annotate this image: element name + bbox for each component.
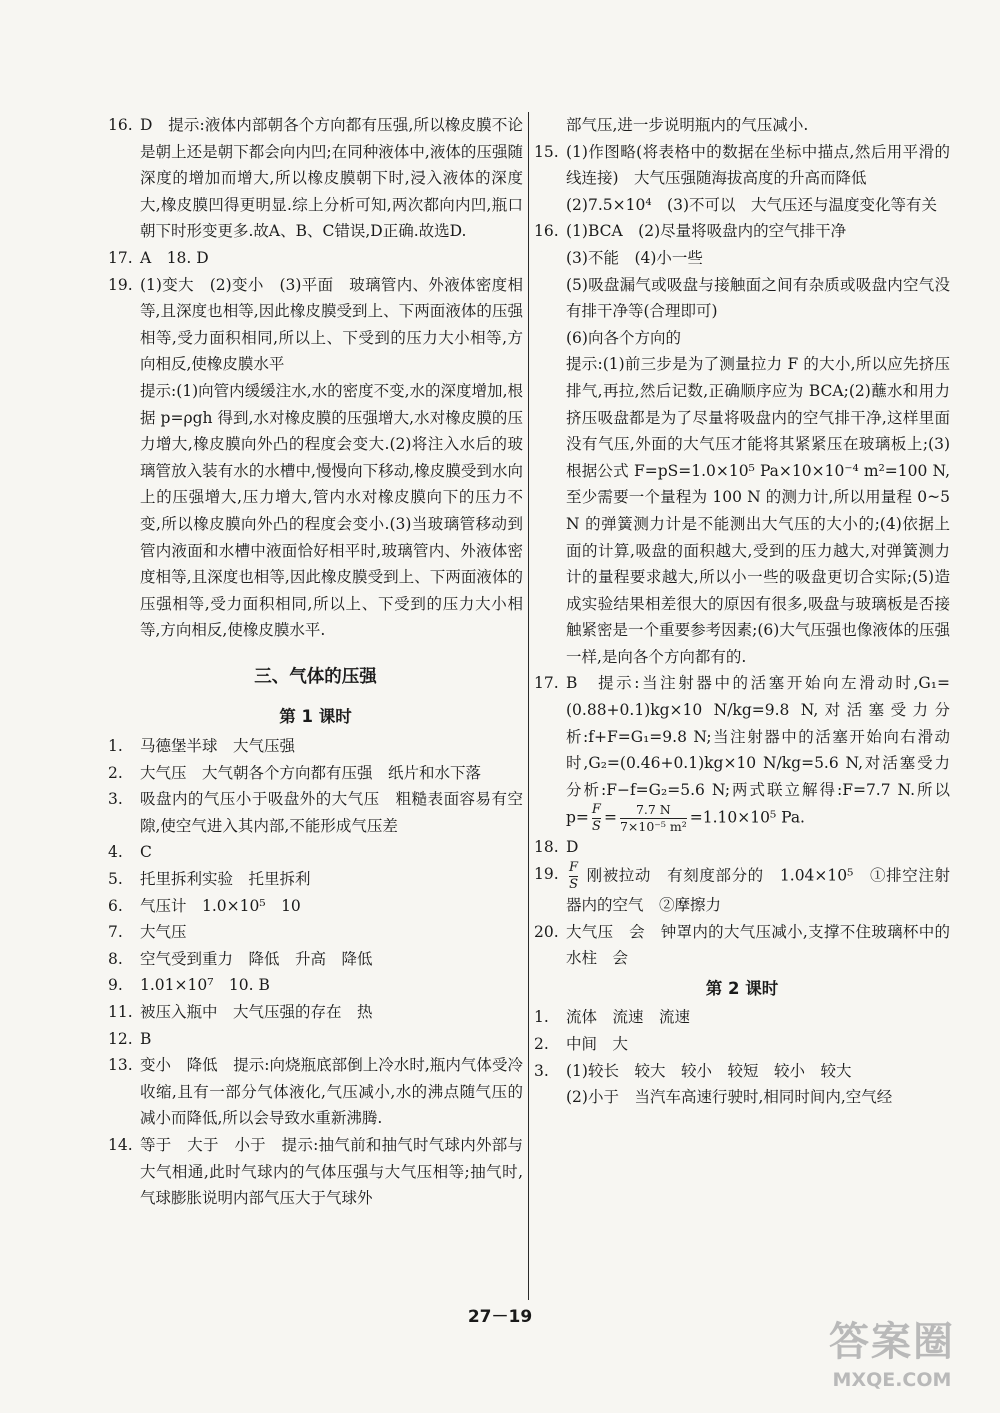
answer-line: C <box>140 843 152 862</box>
item-number: 17. <box>108 248 133 267</box>
item-body: D <box>566 838 579 857</box>
lesson-title-1: 第 1 课时 <box>279 707 352 727</box>
item-body <box>140 245 523 272</box>
item-body <box>140 866 523 893</box>
fraction-numerator: 7.7 N <box>635 802 671 818</box>
item-number: 18. <box>534 838 559 857</box>
answer-line: 提示:(1)前三步是为了测量拉力 F 的大小,所以应先挤压排气,再拉,然后记数,正确顺序应为 BCA;(2)蘸水和用力挤压吸盘都是为了尽量将吸盘内的空气排干净,这样里面没有气压,外面的大气压才能将其紧紧压在玻璃板上;(3)根据公式 F=pS=1.0×10⁵ Pa×10×10⁻⁴ m²=100 N,至少需要一个量程为 100 N 的测力计,所以用量程 0~5 N 的弹簧测力计是不能测出大气压的大小的;(4)依据上面的计算,吸盘的面积越大,受到的压力越大,对弹簧测力计的量程要求越大,所以小一些的吸盘更切合实际;(5)造成实验结果相差很大的原因有很多,吸盘与玻璃板是否接触紧密是一个重要参考因素;(6)大气压强也像液体的压强一样,是向各个方向都有的. <box>566 355 950 666</box>
answer-line: (2)7.5×10⁴ (3)不可以 大气压还与温度变化等有关 <box>566 195 937 214</box>
answer-line: (6)向各个方向的 <box>566 328 681 347</box>
item-17-tail: =1.10×10⁵ Pa. <box>689 808 805 827</box>
answer-line: (5)吸盘漏气或吸盘与接触面之间有杂质或吸盘内空气没有排干净等(合理即可) <box>566 275 950 321</box>
answer-line: 托里拆利实验 托里拆利 <box>140 870 311 889</box>
item-body <box>140 946 523 973</box>
answer-line: 等于 大于 小于 提示:抽气前和抽气时气球内外部与大气相通,此时气球内的气体压强与大气压相等;抽气时,气球膨胀说明内部气压大于气球外 <box>140 1135 523 1208</box>
item-number: 19. <box>534 865 559 884</box>
answer-item <box>108 786 523 839</box>
answer-item <box>108 866 523 893</box>
answer-item <box>108 946 523 973</box>
fraction-pressure <box>620 803 687 834</box>
item-body <box>566 139 950 219</box>
answer-line: (1)作图略(将表格中的数据在坐标中描点,然后用平滑的线连接) 大气压强随海拔高度的升高而降低 <box>566 142 950 188</box>
answer-line: 中间 大 <box>566 1035 629 1053</box>
answer-line: 吸盘内的气压小于吸盘外的大气压 粗糙表面容易有空隙,使空气进入其内部,不能形成气压差 <box>140 790 523 835</box>
item-body <box>140 972 523 999</box>
continued-text: 部气压,进一步说明瓶内的气压减小. <box>566 116 809 134</box>
item-number: 2. <box>534 1035 549 1053</box>
item-number: 17. <box>534 674 559 693</box>
answer-item <box>108 760 523 787</box>
item-number: 14. <box>108 1135 133 1154</box>
item-body <box>140 112 523 245</box>
answer-line: A 18. D <box>140 248 209 267</box>
item-body <box>140 272 523 644</box>
answer-line: B <box>140 1029 152 1048</box>
answer-line: (2)小于 当汽车高速行驶时,相同时间内,空气经 <box>566 1088 893 1107</box>
item-number: 9. <box>108 976 123 995</box>
answer-item <box>108 1052 523 1132</box>
answer-line: 大气压 <box>140 923 187 942</box>
item-number: 13. <box>108 1056 133 1075</box>
item-body <box>566 1031 950 1058</box>
item-body <box>140 1132 523 1212</box>
right-answer-list-b <box>534 1004 950 1110</box>
item-body <box>566 218 950 670</box>
answer-line: 气压计 1.0×10⁵ 10 <box>140 896 301 915</box>
fraction-denominator: S <box>569 877 578 893</box>
watermark-logo: 答案圈 <box>829 1319 955 1365</box>
item-number: 16. <box>534 222 559 241</box>
answer-item <box>108 272 523 644</box>
answer-item <box>534 218 950 670</box>
item-body <box>140 786 523 839</box>
left-answer-list-a <box>108 112 523 644</box>
watermark <box>808 1315 976 1405</box>
answer-item-19 <box>534 861 950 919</box>
item-number: 15. <box>534 142 559 161</box>
item-body <box>566 861 950 919</box>
fraction-f-over-s <box>592 803 601 834</box>
item-17-text: B 提示:当注射器中的活塞开始向左滑动时,G₁=(0.88+0.1)kg×10 N/kg=9.8 N,对活塞受力分析:f+F=G₁=9.8 N;当注射器中的活塞开始向右滑动时,G₂=(0.46+0.1)kg×10 N/kg=5.6 N,对活塞受力分析:F−f=G₂=5.6 N;两式联立解得:F=7.7 N.所以 p= <box>566 674 950 827</box>
answer-line: D 提示:液体内部朝各个方向都有压强,所以橡皮膜不论是朝上还是朝下都会向内凹;在同种液体中,液体的压强随深度的增加而增大,所以橡皮膜朝下时,浸入液体的深度大,橡皮膜凹得更明显.综上分析可知,两次都向内凹,瓶口朝下时形变更多.故A、B、C错误,D正确.故选D. <box>140 116 523 241</box>
answer-item <box>534 139 950 219</box>
watermark-url: MXQE.COM <box>832 1369 952 1391</box>
fraction-numerator: F <box>591 802 601 818</box>
lesson-title-2: 第 2 课时 <box>705 978 779 998</box>
page-number: 27－19 <box>467 1307 533 1327</box>
answer-item <box>108 733 523 760</box>
answer-item <box>108 1132 523 1212</box>
answer-item-17 <box>534 670 950 834</box>
answer-item <box>534 1004 950 1031</box>
item-number: 12. <box>108 1029 133 1048</box>
answer-item-20 <box>534 919 950 972</box>
item-number: 20. <box>534 922 559 941</box>
item-body <box>566 670 950 834</box>
item-body: 大气压 会 钟罩内的大气压减小,支撑不住玻璃杯中的水柱 会 <box>566 922 950 968</box>
item-number: 19. <box>108 275 133 294</box>
item-number: 4. <box>108 843 123 862</box>
item-body <box>140 999 523 1026</box>
answer-line: (3)不能 (4)小一些 <box>566 248 703 267</box>
fraction-denominator: S <box>591 819 601 835</box>
equals-sign: = <box>603 808 617 827</box>
item-number: 1. <box>534 1008 549 1027</box>
answer-item <box>534 1031 950 1058</box>
fraction-denominator: 7×10⁻⁵ m² <box>619 819 687 835</box>
fraction-numerator: F <box>569 860 579 876</box>
answer-item <box>108 972 523 999</box>
item-body <box>140 839 523 866</box>
item-body <box>566 1058 950 1111</box>
answer-line: 提示:(1)向管内缓缓注水,水的密度不变,水的深度增加,根据 p=ρgh 得到,水对橡皮膜的压强增大,水对橡皮膜的压力增大,橡皮膜向外凸的程度会变大.(2)将注入水后的玻璃管放入装有水的水槽中,慢慢向下移动,橡皮膜受到水向上的压强增大,压力增大,管内水对橡皮膜向下的压力不变,所以橡皮膜向外凸的程度会变小.(3)当玻璃管移动到管内液面和水槽中液面恰好相平时,玻璃管内、外液体密度相等,且深度也相等,因此橡皮膜受到上、下两面液体的压强相等,受力面积相同,所以上、下受到的压力大小相等,方向相反,使橡皮膜水平. <box>140 381 523 640</box>
left-answer-list-b <box>108 733 523 1212</box>
section-title: 三、气体的压强 <box>254 666 377 687</box>
item-19-text: 刚被拉动 有刻度部分的 1.04×10⁵ ①排空注射器内的空气 ②摩擦力 <box>566 866 950 915</box>
answer-item <box>108 245 523 272</box>
item-number: 3. <box>534 1061 549 1080</box>
item-number: 16. <box>108 116 133 134</box>
item-body <box>140 1026 523 1053</box>
item-number: 3. <box>108 790 123 809</box>
answer-line: 流体 流速 流速 <box>566 1008 691 1027</box>
answer-line: (1)BCA (2)尽量将吸盘内的空气排干净 <box>566 222 847 241</box>
right-column <box>534 112 950 1111</box>
left-column <box>108 112 523 1212</box>
item-body <box>140 893 523 920</box>
item-number: 1. <box>108 737 123 756</box>
answer-item <box>108 839 523 866</box>
item-number: 11. <box>108 1003 133 1021</box>
item-body <box>140 1052 523 1132</box>
answer-item <box>534 1058 950 1111</box>
answer-line: 被压入瓶中 大气压强的存在 热 <box>140 1003 373 1021</box>
item-body <box>140 733 523 760</box>
item-number: 5. <box>108 870 123 889</box>
right-answer-list-a <box>534 139 950 671</box>
answer-item <box>108 893 523 920</box>
item-number: 6. <box>108 896 123 915</box>
answer-item <box>108 999 523 1026</box>
answer-item <box>108 1026 523 1053</box>
column-divider <box>528 112 529 1300</box>
answer-line: 变小 降低 提示:向烧瓶底部倒上冷水时,瓶内气体受冷收缩,且有一部分气体液化,气压减小,水的沸点随气压的减小而降低,所以会导致水重新沸腾. <box>140 1056 523 1128</box>
item-number: 2. <box>108 763 123 782</box>
answer-line: (1)变大 (2)变小 (3)平面 玻璃管内、外液体密度相等,且深度也相等,因此橡皮膜受到上、下两面液体的压强相等,受力面积相同,所以上、下受到的压力大小相等,方向相反,使橡皮膜水平 <box>140 275 523 374</box>
answer-item <box>108 919 523 946</box>
answer-line: 马德堡半球 大气压强 <box>140 737 296 756</box>
item-number: 8. <box>108 949 123 968</box>
answer-line: 大气压 大气朝各个方向都有压强 纸片和水下落 <box>140 763 482 782</box>
answer-line: 1.01×10⁷ 10. B <box>140 976 270 995</box>
answer-line: 空气受到重力 降低 升高 降低 <box>140 949 373 968</box>
answer-item <box>108 112 523 245</box>
fraction-f-over-s <box>569 861 578 892</box>
answer-item-18 <box>534 834 950 861</box>
item-number: 7. <box>108 923 123 942</box>
item-body <box>140 760 523 787</box>
item-body <box>566 1004 950 1031</box>
answer-line: (1)较长 较大 较小 较短 较小 较大 <box>566 1061 852 1080</box>
item-body <box>140 919 523 946</box>
